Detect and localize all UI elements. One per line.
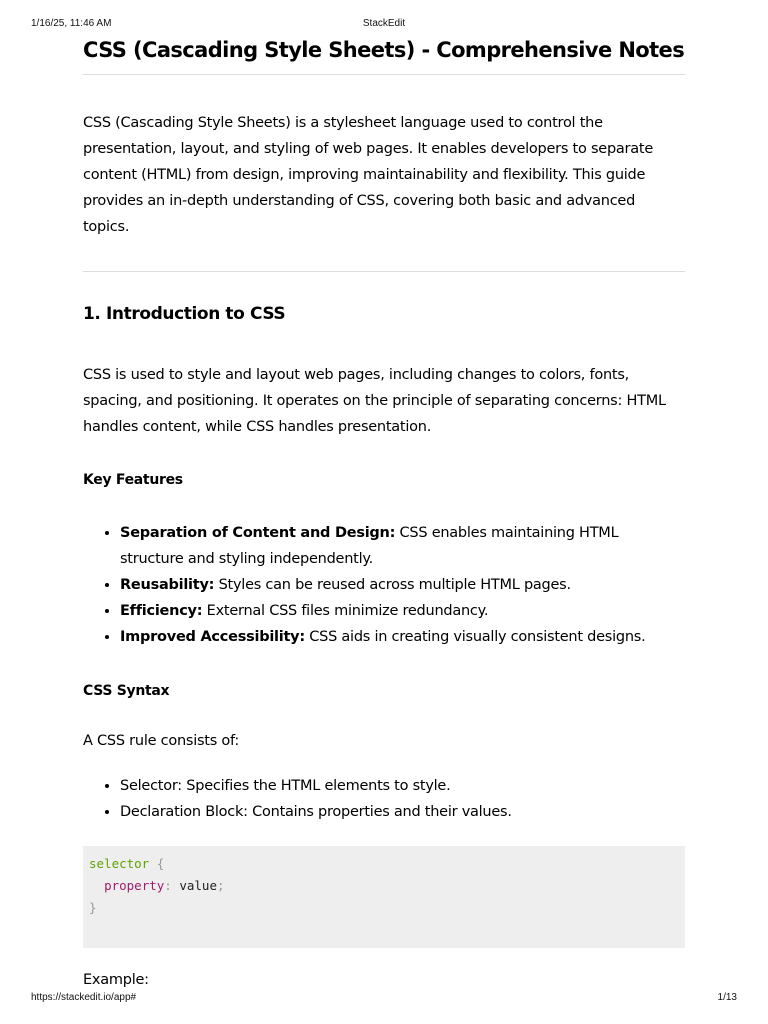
feature-term: Improved Accessibility: [120,629,305,645]
code-block [83,846,685,948]
feature-description: Styles can be reused across multiple HTML pages. [214,577,571,593]
feature-description: External CSS files minimize redundancy. [202,603,489,619]
print-app-name: StackEdit [362,18,406,29]
page-number: 1/13 [717,992,737,1003]
list-item: • Declaration Block: Contains properties and their values. [120,799,685,825]
code-line [89,897,97,919]
feature-description: CSS enables maintaining HTML structure and styling independently. [120,525,619,567]
page-title: CSS (Cascading Style Sheets) - Comprehensive Notes [83,36,685,75]
section-paragraph: CSS is used to style and layout web pages, including changes to colors, fonts, spacing, and positioning. It operates on the principle of separating concerns: HTML handles content, while CSS handles presentation. [83,367,666,435]
code-line [89,853,164,875]
print-datetime: 1/16/25, 11:46 AM [31,18,112,29]
css-syntax-heading: CSS Syntax [83,683,170,699]
list-item [120,520,685,572]
example-label: Example: [83,972,149,988]
syntax-list [83,773,685,825]
syntax-intro: A CSS rule consists of: [83,733,239,749]
feature-term: Efficiency: [120,603,203,619]
code-property-token: property [104,878,165,893]
feature-term: Reusability: [120,577,215,593]
code-line [89,875,225,897]
list-item: • Selector: Specifies the HTML elements to style. [120,773,685,799]
section-divider [83,271,685,272]
list-item [120,572,685,598]
feature-term: Separation of Content and Design: [120,525,396,541]
code-semicolon: ; [216,878,225,893]
code-open-brace: { [149,856,165,871]
section-heading-introduction: 1. Introduction to CSS [83,304,286,324]
print-header [0,18,768,32]
print-url: https://stackedit.io/app# [31,992,137,1003]
document-content [83,36,685,993]
print-footer [0,992,768,1006]
code-selector-token: selector [89,856,150,871]
code-value-token: value [171,878,217,893]
list-item [120,598,685,624]
feature-description: CSS aids in creating visually consistent designs. [304,629,646,645]
intro-paragraph: CSS (Cascading Style Sheets) is a stylesheet language used to control the presentation, layout, and styling of web pages. It enables developers to separate content (HTML) from design, improving maintainability and flexibility. This guide provides an in-depth understanding of CSS, covering both basic and advanced topics. [83,115,653,235]
key-features-list [83,520,685,650]
code-close-brace: } [89,900,97,915]
code-colon: : [164,878,172,893]
key-features-heading: Key Features [83,472,183,488]
list-item [120,624,685,650]
